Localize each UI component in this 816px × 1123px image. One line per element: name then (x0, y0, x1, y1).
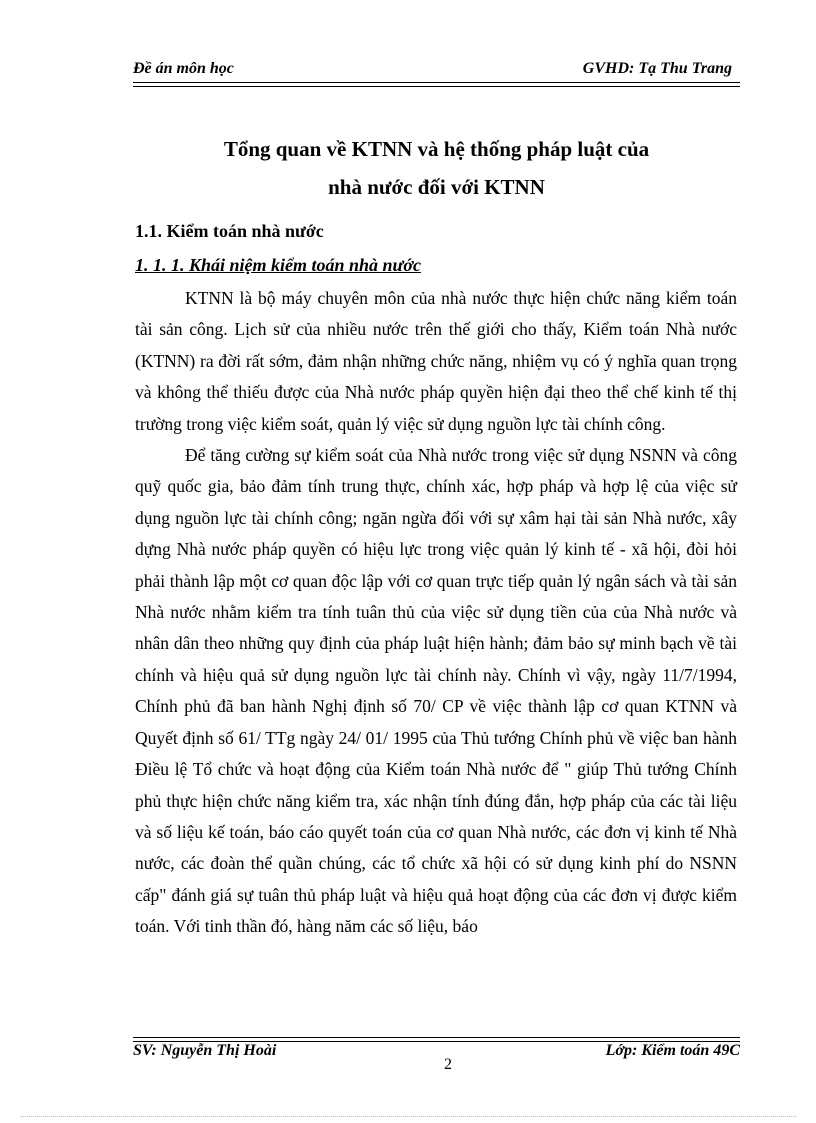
footer-class-label: Lớp: Kiểm toán 49C (605, 1042, 740, 1059)
paragraph-2: Để tăng cường sự kiểm soát của Nhà nước trong việc sử dụng NSNN và công quỹ quốc gia, bảo đảm tính trung thực, chính xác, hợp pháp và hợp lệ của việc sử dụng nguồn lực tài chính công; ngăn ngừa đối với sự xâm hại tài sản Nhà nước, xây dựng Nhà nước pháp quyền có hiệu lực trong việc quản lý kinh tế - xã hội, đòi hỏi phải thành lập một cơ quan độc lập với cơ quan trực tiếp quản lý ngân sách và tài sản Nhà nước nhằm kiểm tra tính tuân thủ của việc sử dụng tiền của của Nhà nước và nhân dân theo những quy định của pháp luật hiện hành; đảm bảo sự minh bạch về tài chính và hiệu quả sử dụng nguồn lực tài chính này. Chính vì vậy, ngày 11/7/1994, Chính phủ đã ban hành Nghị định số 70/ CP về việc thành lập cơ quan KTNN và Quyết định số 61/ TTg ngày 24/ 01/ 1995 của Thủ tướng Chính phủ về việc ban hành Điều lệ Tổ chức và hoạt động của Kiểm toán Nhà nước để " giúp Thủ tướng Chính phủ thực hiện chức năng kiểm tra, xác nhận tính đúng đắn, hợp pháp của các tài liệu và số liệu kế toán, báo cáo quyết toán của cơ quan Nhà nước, các đơn vị kinh tế Nhà nước, các đoàn thể quần chúng, các tổ chức xã hội có sử dụng kinh phí do NSNN cấp" đánh giá sự tuân thủ pháp luật và hiệu quả hoạt động của các đơn vị được kiểm toán. Với tinh thần đó, hàng năm các số liệu, báo (135, 445, 737, 937)
header-divider (133, 82, 740, 87)
section-heading: 1.1. Kiểm toán nhà nước (135, 221, 324, 241)
title-line-1: Tổng quan về KTNN và hệ thống pháp luật của (223, 137, 650, 161)
paragraph-1: KTNN là bộ máy chuyên môn của nhà nước thực hiện chức năng kiểm toán tài sản công. Lịch sử của nhiều nước trên thế giới cho thấy, Kiểm toán Nhà nước (KTNN) ra đời rất sớm, đảm nhận những chức năng, nhiệm vụ có ý nghĩa quan trọng và không thể thiếu được của Nhà nước pháp quyền hiện đại theo thể chế kinh tế thị trường trong việc kiểm soát, quản lý việc sử dụng nguồn lực tài chính công. (135, 288, 737, 434)
page-title (133, 130, 740, 206)
header-supervisor-label: GVHD: Tạ Thu Trang (582, 60, 732, 77)
body-text (135, 283, 737, 943)
page-number: 2 (444, 1056, 452, 1073)
title-line-2: nhà nước đối với KTNN (328, 175, 545, 199)
page-bottom-border (20, 1116, 796, 1117)
subsection-heading: 1. 1. 1. Khái niệm kiểm toán nhà nước (135, 255, 421, 275)
header-course-label: Đề án môn học (133, 60, 234, 77)
footer-student-label: SV: Nguyễn Thị Hoài (133, 1042, 277, 1059)
page-header (133, 60, 740, 82)
